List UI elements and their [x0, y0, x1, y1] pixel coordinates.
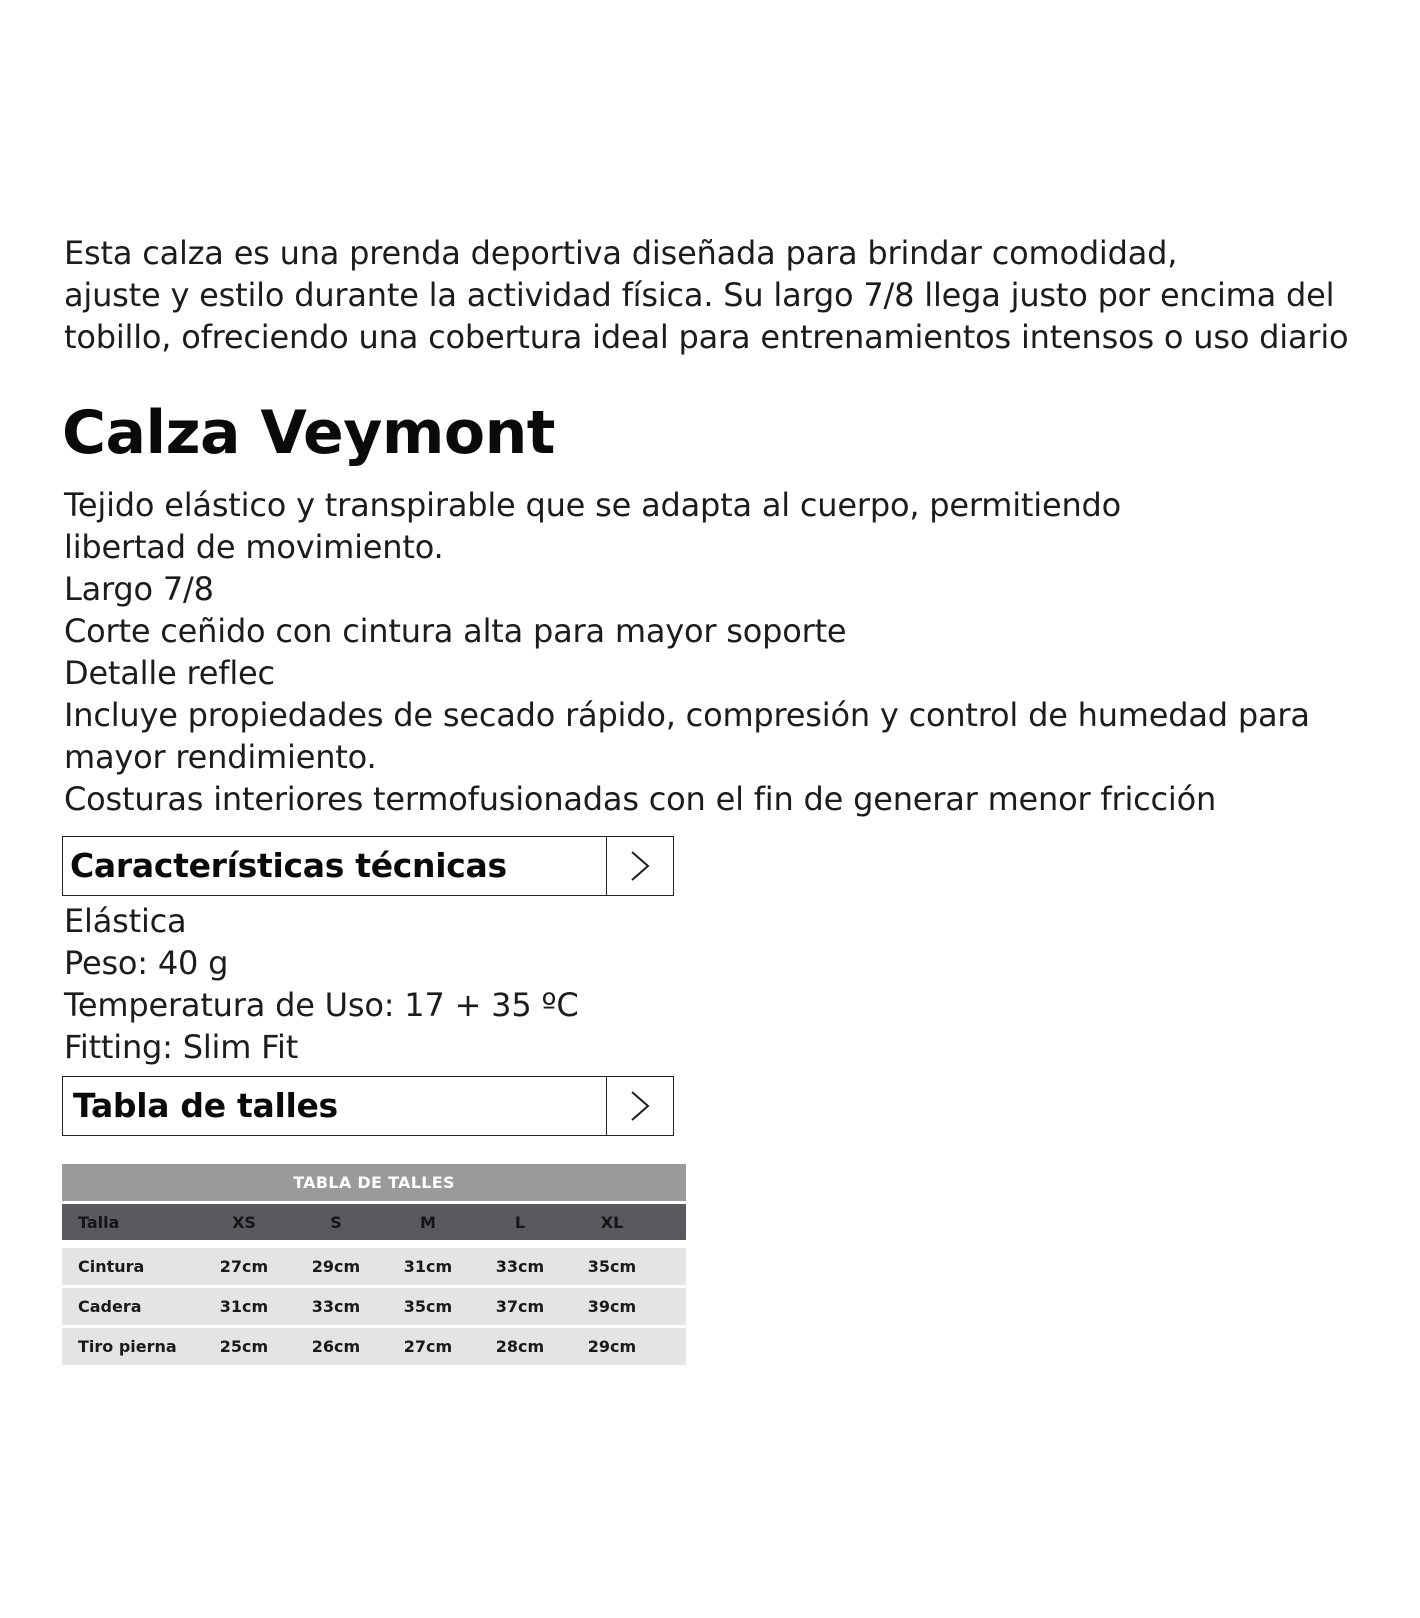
intro-line: Esta calza es una prenda deportiva diseñada para brindar comodidad,: [64, 234, 1178, 272]
table-row: [62, 1248, 686, 1285]
table-row: [62, 1288, 686, 1325]
header-cell: L: [514, 1212, 526, 1232]
size-chart-header: Tabla de talles: [73, 1086, 338, 1125]
table-cell: 27cm: [403, 1337, 453, 1356]
feature-item: Tejido elástico y transpirable que se adapta al cuerpo, permitiendo: [64, 486, 1122, 524]
technical-specs-accordion[interactable]: [62, 836, 674, 896]
table-cell: 33cm: [495, 1257, 545, 1276]
table-cell: 33cm: [311, 1297, 361, 1316]
table-cell: 29cm: [311, 1257, 361, 1276]
table-cell: 37cm: [495, 1297, 545, 1316]
feature-item: Largo 7/8: [64, 570, 214, 608]
table-cell: 39cm: [587, 1297, 637, 1316]
table-cell: 31cm: [219, 1297, 269, 1316]
header-cell: Talla: [78, 1212, 120, 1232]
header-cell: S: [330, 1212, 342, 1232]
table-cell: 35cm: [403, 1297, 453, 1316]
row-label: Tiro pierna: [78, 1337, 177, 1356]
product-title: Calza Veymont: [62, 398, 555, 468]
chevron-right-icon[interactable]: [606, 837, 673, 895]
table-cell: 31cm: [403, 1257, 453, 1276]
feature-list: [64, 484, 1404, 820]
table-cell: 25cm: [219, 1337, 269, 1356]
technical-specs-header: Características técnicas: [70, 846, 507, 885]
spec-item: Fitting: Slim Fit: [64, 1028, 299, 1066]
feature-item: libertad de movimiento.: [64, 528, 444, 566]
size-chart-accordion[interactable]: [62, 1076, 674, 1136]
spec-item: Temperatura de Uso: 17 + 35 ºC: [64, 986, 579, 1024]
size-table-title: TABLA DE TALLES: [62, 1164, 686, 1201]
feature-item: mayor rendimiento.: [64, 738, 377, 776]
table-cell: 29cm: [587, 1337, 637, 1356]
chevron-right-icon: [628, 1089, 652, 1123]
spec-item: Elástica: [64, 902, 187, 940]
table-cell: 26cm: [311, 1337, 361, 1356]
technical-specs-list: [64, 900, 579, 1068]
table-cell: 27cm: [219, 1257, 269, 1276]
intro-line: ajuste y estilo durante la actividad física. Su largo 7/8 llega justo por encima del: [64, 276, 1335, 314]
chevron-right-icon[interactable]: [606, 1077, 673, 1135]
feature-item: Costuras interiores termofusionadas con el fin de generar menor fricción: [64, 780, 1217, 818]
size-table: [62, 1164, 686, 1365]
feature-item: Detalle reflec: [64, 654, 275, 692]
row-label: Cintura: [78, 1257, 145, 1276]
table-cell: 35cm: [587, 1257, 637, 1276]
intro-description: [64, 232, 1404, 358]
chevron-right-icon: [628, 849, 652, 883]
row-label: Cadera: [78, 1297, 142, 1316]
table-row: [62, 1328, 686, 1365]
feature-item: Corte ceñido con cintura alta para mayor soporte: [64, 612, 847, 650]
header-cell: XS: [232, 1212, 256, 1232]
feature-item: Incluye propiedades de secado rápido, compresión y control de humedad para: [64, 696, 1310, 734]
size-table-header-row: [62, 1204, 686, 1240]
header-cell: XL: [600, 1212, 624, 1232]
table-cell: 28cm: [495, 1337, 545, 1356]
header-cell: M: [420, 1212, 436, 1232]
spec-item: Peso: 40 g: [64, 944, 229, 982]
intro-line: tobillo, ofreciendo una cobertura ideal para entrenamientos intensos o uso diario: [64, 318, 1349, 356]
